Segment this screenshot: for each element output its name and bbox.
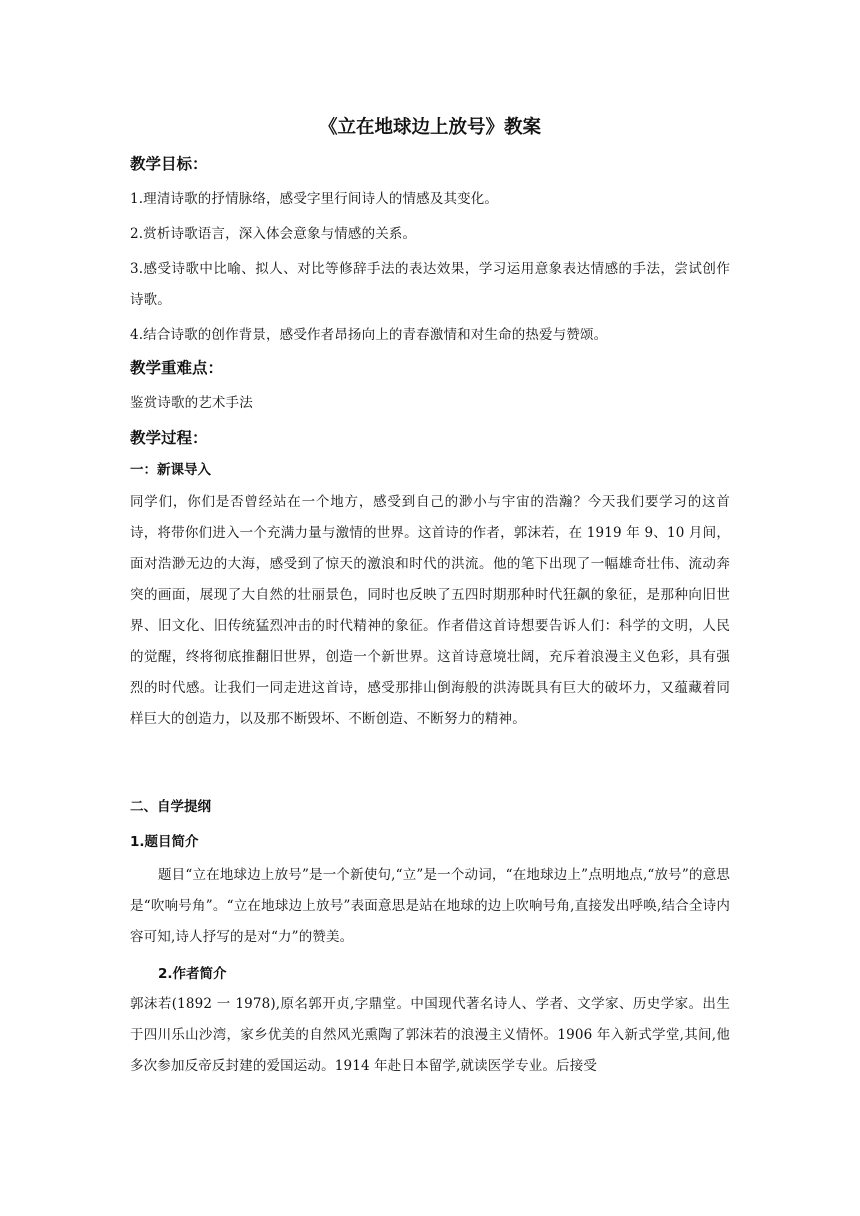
goal-item-4: 4.结合诗歌的创作背景，感受作者昂扬向上的青春激情和对生命的热爱与赞颂。 (130, 327, 608, 343)
section-intro-heading: 一：新课导入 (130, 462, 211, 478)
process-heading: 教学过程： (130, 429, 208, 447)
goals-heading: 教学目标： (130, 155, 208, 173)
section-intro-text: 同学们，你们是否曾经站在一个地方，感受到自己的渺小与宇宙的浩瀚？今天我们要学习的这首诗，将带你们进入一个充满力量与激情的世界。这首诗的作者，郭沫若，在 1919 年 9、10 月间，面对浩渺无边的大海，感受到了惊天的激浪和时代的洪流。他的笔下出现了一幅雄奇壮伟、流动奔突的画面，展现了大自然的壮丽景色，同时也反映了五四时期那种时代狂飙的象征，是那种向旧世界、旧文化、旧传统猛烈冲击的时代精神的象征。作者借这首诗想要告诉人们：科学的文明，人民的觉醒，终将彻底推翻旧世界，创造一个新世界。这首诗意境壮阔，充斥着浪漫主义色彩，具有强烈的时代感。让我们一同走进这首诗，感受那排山倒海般的洪涛既具有巨大的破坏力，又蕴藏着同样巨大的创造力，以及那不断毁坏、不断创造、不断努力的精神。 (130, 494, 730, 727)
document-title: 《立在地球边上放号》教案 (318, 117, 541, 138)
subsection-author-heading: 2.作者简介 (158, 966, 227, 982)
goal-item-3: 3.感受诗歌中比喻、拟人、对比等修辞手法的表达效果，学习运用意象表达情感的手法，尝试创作诗歌。 (130, 261, 730, 308)
goal-item-1: 1.理清诗歌的抒情脉络，感受字里行间诗人的情感及其变化。 (130, 191, 499, 207)
subsection-title-intro-text: 题目“立在地球边上放号”是一个新使句,“立”是一个动词，“在地球边上”点明地点,“放号”的意思是“吹响号角”。“立在地球边上放号”表面意思是站在地球的边上吹响号角,直接发出呼唤,结合全诗内容可知,诗人抒写的是对“力”的赞美。 (130, 867, 730, 945)
subsection-author-text: 郭沫若(1892 一 1978),原名郭开贞,字鼎堂。中国现代著名诗人、学者、文学家、历史学家。出生于四川乐山沙湾，家乡优美的自然风光熏陶了郭沫若的浪漫主义情怀。1906 年入新式学堂,其间,他多次参加反帝反封建的爱国运动。1914 年赴日本留学,就读医学专业。后接受 (130, 996, 730, 1074)
key-points-text: 鉴赏诗歌的艺术手法 (130, 395, 253, 411)
section-selfstudy-heading: 二、自学提纲 (130, 799, 211, 815)
subsection-title-intro-heading: 1.题目简介 (130, 834, 199, 850)
goal-item-2: 2.赏析诗歌语言，深入体会意象与情感的关系。 (130, 226, 417, 242)
key-points-heading: 教学重难点： (130, 359, 224, 377)
